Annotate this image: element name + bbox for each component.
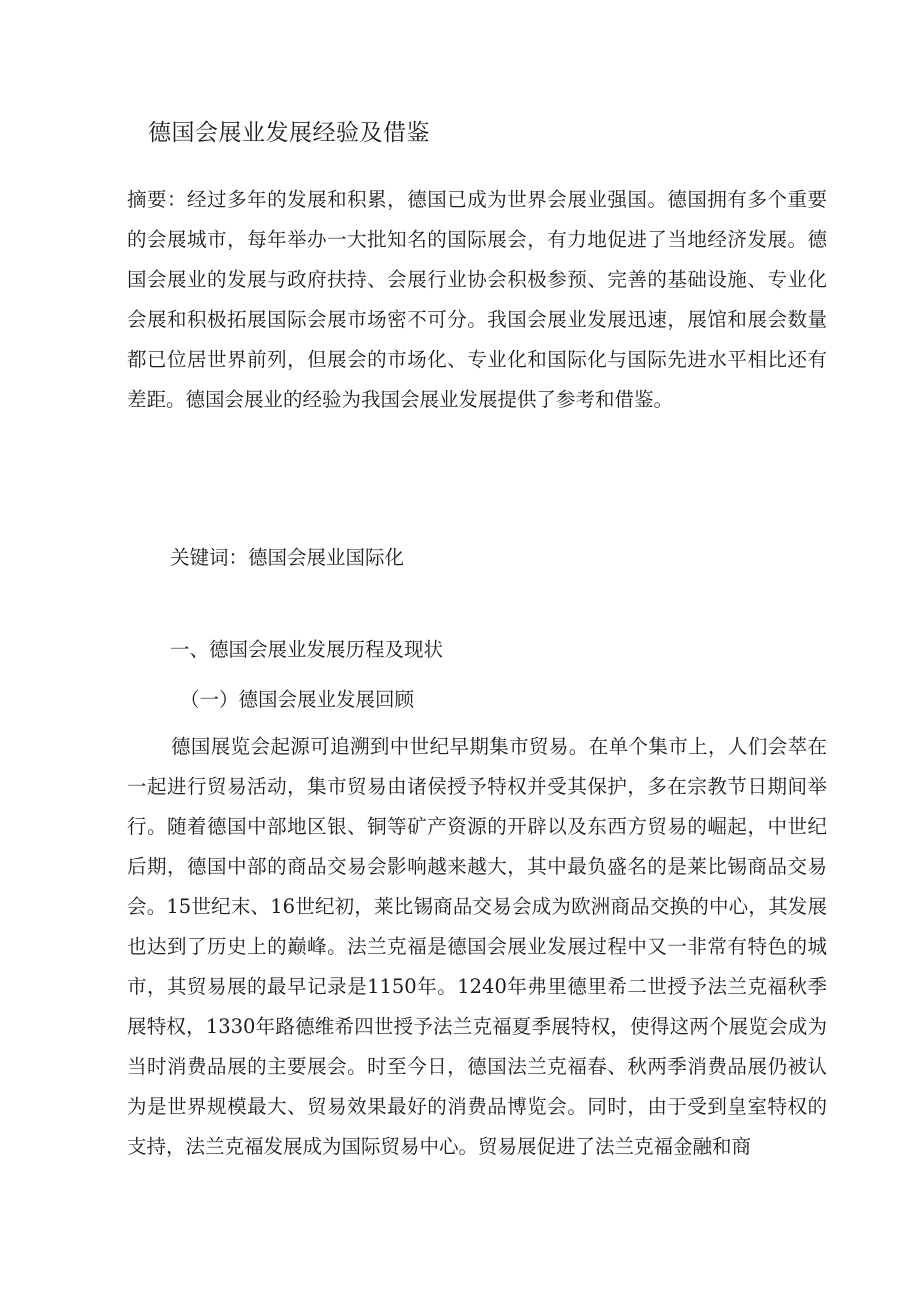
abstract-paragraph: 摘要：经过多年的发展和积累，德国已成为世界会展业强国。德国拥有多个重要的会展城市，每年举办一大批知名的国际展会，有力地促进了当地经济发展。德国会展业的发展与政府扶持、会展行业协会积极参预、完善的基础设施、专业化会展和积极拓展国际会展市场密不可分。我国会展业发展迅速，展馆和展会数量都已位居世界前列，但展会的市场化、专业化和国际化与国际先进水平相比还有差距。德国会展业的经验为我国会展业发展提供了参考和借鉴。 bbox=[127, 188, 827, 411]
keywords-line: 关键词：德国会展业国际化 bbox=[170, 546, 405, 569]
section-heading: 一、德国会展业发展历程及现状 bbox=[170, 638, 444, 661]
document-title: 德国会展业发展经验及借鉴 bbox=[148, 120, 430, 146]
body-paragraph: 德国展览会起源可追溯到中世纪早期集市贸易。在单个集市上，人们会萃在一起进行贸易活动，集市贸易由诸侯授予特权并受其保护，多在宗教节日期间举行。随着德国中部地区银、铜等矿产资源的开辟以及东西方贸易的崛起，中世纪后期，德国中部的商品交易会影响越来越大，其中最负盛名的是莱比锡商品交易会。15世纪末、16世纪初，莱比锡商品交易会成为欧洲商品交换的中心，其发展也达到了历史上的巅峰。法兰克福是德国会展业发展过程中又一非常有特色的城市，其贸易展的最早记录是1150年。1240年弗里德里希二世授予法兰克福秋季展特权，1330年路德维希四世授予法兰克福夏季展特权，使得这两个展览会成为当时消费品展的主要展会。时至今日，德国法兰克福春、秋两季消费品展仍被认为是世界规模最大、贸易效果最好的消费品博览会。同时，由于受到皇室特权的支持，法兰克福发展成为国际贸易中心。贸易展促进了法兰克福金融和商 bbox=[127, 735, 827, 1158]
subsection-heading: （一）德国会展业发展回顾 bbox=[180, 688, 415, 711]
